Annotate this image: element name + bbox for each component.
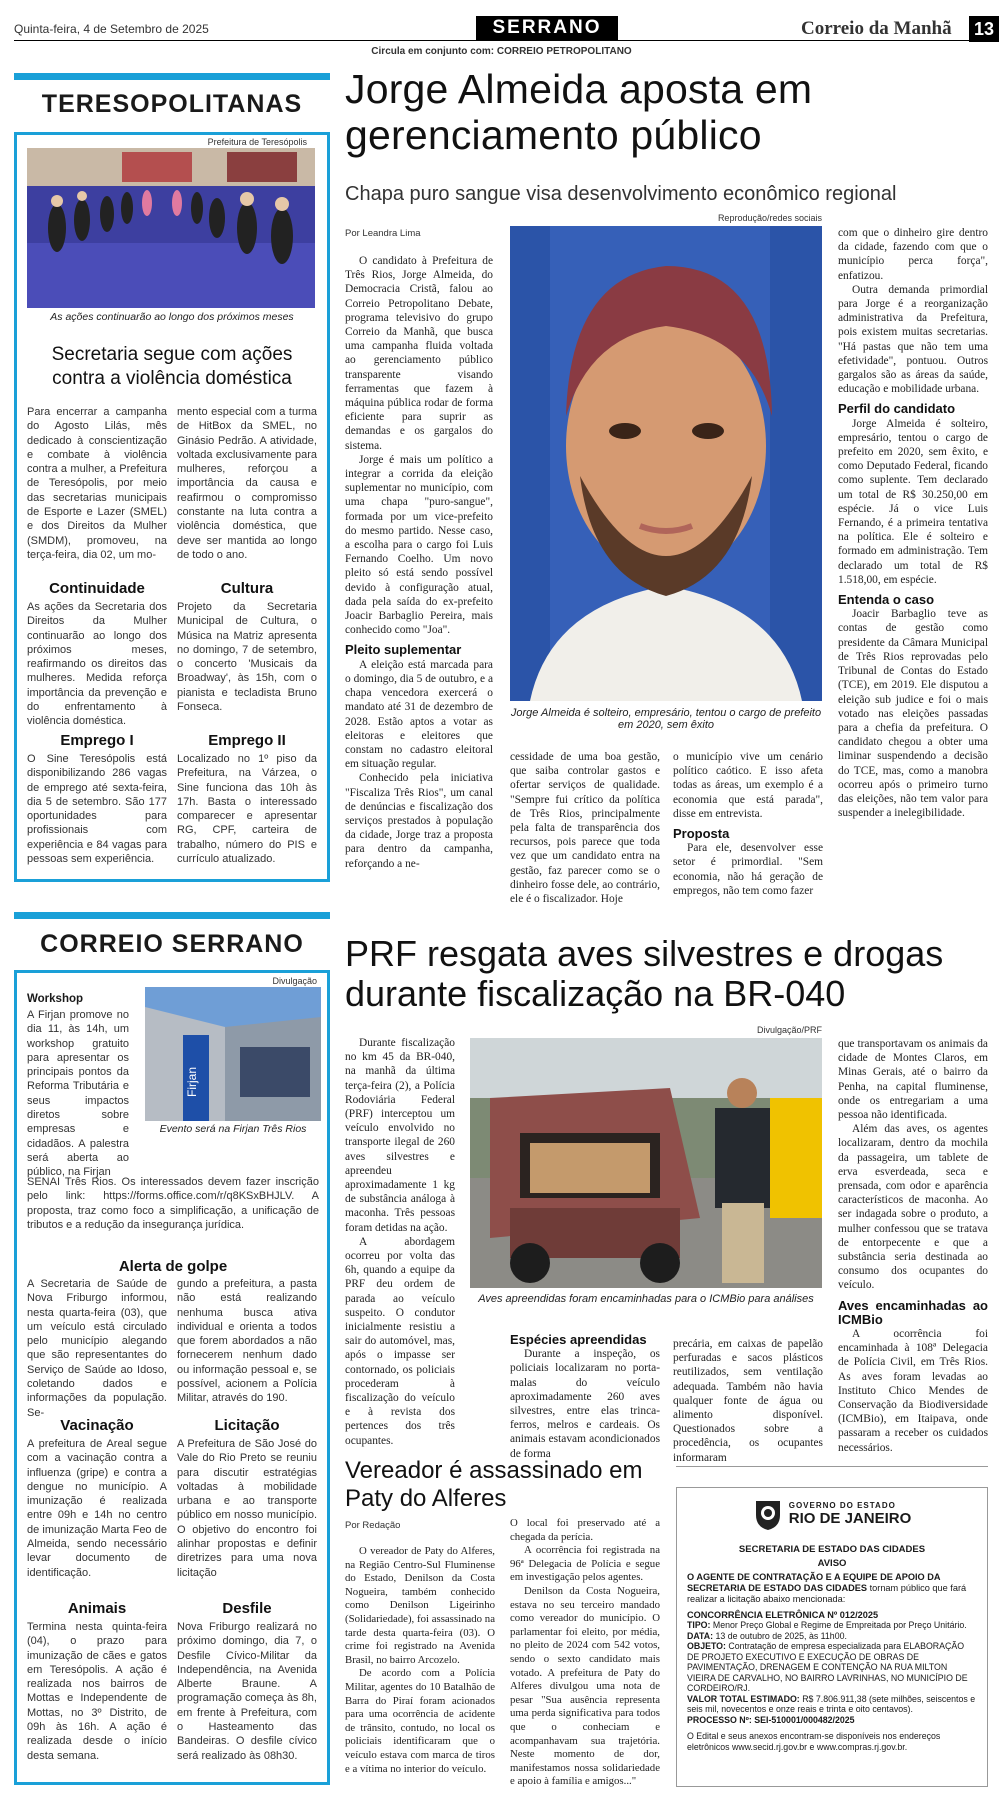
subhead: Perfil do candidato	[838, 401, 956, 417]
block-text: Projeto da Secretaria Municipal de Cultura, o Música na Matriz apresenta no domingo, 7 de setembro, o concerto 'Musicais da Broadway', às 15h, com o pianista e tecladista Bruno Fonseca.	[177, 601, 317, 714]
block-head: Cultura	[220, 580, 274, 597]
story1-subhead: Chapa puro sangue visa desenvolvimento econômico regional	[345, 183, 897, 205]
newspaper-logo: Correio da Manhã	[801, 18, 952, 39]
photo-credit: Divulgação	[272, 976, 317, 986]
subhead: Pleito suplementar	[345, 642, 462, 658]
subhead: Espécies apreendidas	[510, 1332, 647, 1347]
coat-of-arms-icon	[753, 1497, 783, 1531]
photo-credit: Prefeitura de Teresópolis	[207, 137, 307, 147]
sidebar-headline: Secretaria segue com ações contra a violência doméstica	[51, 344, 293, 389]
ad-footer: O Edital e seus anexos encontram-se disponíveis nos endereços eletrônicos www.secid.rj.gov.br e www.compras.rj.gov.br.	[687, 1731, 941, 1752]
teresopolitanas-title: TERESOPOLITANAS	[41, 90, 303, 118]
photo-caption: Jorge Almeida é solteiro, empresário, tentou o cargo de prefeito em 2020, sem êxito	[510, 707, 822, 731]
story3-col1: O vereador de Paty do Alferes, na Região Centro-Sul Fluminense do Estado, Denilson da Costa Nogueira, também conhecido como Denilson Ligeirinho (Solidariedade), foi assassinado na tarde desta quarta-feira (03). O crime foi registrado na Avenida Brasil, no bairro Arcozelo. De acordo com a Polícia Militar, agentes do 10 Batalhão de Barra do Piraí foram acionados para uma ocorrência de acidente de trânsito, contudo, no local os policiais identificaram que o veículo estava com marca de tiros e a vítima no interior do veículo.	[345, 1545, 495, 1775]
ad-separator	[676, 1466, 988, 1467]
block-head: Desfile	[222, 1600, 272, 1617]
ad-aviso: AVISO	[817, 1558, 847, 1569]
block-text: O Sine Teresópolis está disponibilizando 286 vagas de emprego até sexta-feira, dia 5 de setembro. São 177 oportunidades para profissionais com experiência e 84 vagas para pessoas sem experiência.	[27, 753, 167, 866]
block-head: Licitação	[214, 1417, 280, 1434]
ad-intro: O AGENTE DE CONTRATAÇÃO E A EQUIPE DE APOIO DA SECRETARIA DE ESTADO DAS CIDADES tornam público que fará realizar a licitação abaixo mencionada:	[687, 1572, 967, 1604]
story2-col3: precária, em caixas de papelão perfuradas e sacos plásticos reutilizados, sem ventilação adequada. Também não havia qualquer fonte de água ou alimento disponível. Questionados sobre a procedência, os ocupantes informaram	[673, 1338, 823, 1464]
story3-byline: Por Redação	[345, 1520, 401, 1531]
photo-caption: Evento será na Firjan Três Rios	[159, 1123, 307, 1135]
block-head: Continuidade	[49, 580, 145, 597]
block-text: Termina nesta quinta-feira (04), o prazo para imunização de cães e gatos em Teresópolis. A ação é realizada nos bairros de Mottas e Independente de Mottas, no 3º Distrito, de 09h às 16h. A ação é realizada desde o início desta semana.	[27, 1621, 167, 1762]
story3-col2: O local foi preservado até a chegada da perícia. A ocorrência foi registrada na 96ª Delegacia de Polícia e segue em investigação pelos agentes. Denilson da Costa Nogueira, estava no seu terceiro mandado como vereador do município. O parlamentar foi eleito, por média, no pleito de 2024 com 542 votos, sendo o sexto candidato mais votado. A prefeitura de Paty do Alferes divulgou uma nota de pesar "Sua ausência representa uma perda significativa para todos que o conheciam e acompanhavam sua trajetória. Neste momento de dor, manifestamos nossa solidariedade e apoio à família e amigos..."	[510, 1517, 660, 1788]
teresopolitanas-box	[14, 132, 330, 882]
prf-photo	[470, 1038, 822, 1288]
sidebar-top-bar	[14, 73, 330, 80]
story1-col2: cessidade de uma boa gestão, que saiba controlar gastos e ofertar serviços de qualidade. "Sempre fui crítico da política de Três Rios, principalmente pela falta de transparência dos recursos, pois parece que toda vez que um candidato entra na gestão, faz parecer como se o dinheiro fosse dele, ao contrário, ele é o fiscalizador. Hoje	[510, 751, 660, 906]
block-head: Vacinação	[60, 1417, 134, 1434]
ad-concorrencia: CONCORRÊNCIA ELETRÔNICA Nº 012/2025	[687, 1610, 879, 1620]
photo-caption: As ações continuarão ao longo dos próximos meses	[50, 311, 294, 323]
government-ad	[676, 1487, 988, 1787]
correio-serrano-title: CORREIO SERRANO	[40, 930, 304, 958]
subhead: Aves encaminhadas ao ICMBio	[838, 1297, 988, 1327]
block-text: A Prefeitura de São José do Vale do Rio Preto se reuniu para discutir estratégias voltadas à mobilidade urbana e ao transporte público em nosso município. O objetivo do encontro foi alinhar propostas e definir diretrizes para uma nova licitação	[177, 1438, 317, 1579]
story2-col4: que transportavam os animais da cidade de Montes Claros, em Minas Gerais, até o bairro da Penha, na capital fluminense, onde os entregariam a uma pessoa não identificada. Além das aves, os agentes localizaram, dentro da mochila da passageira, um tablete de erva esverdeada, seca e prensada, com odor e aparência característicos de maconha. Ao ser indagada sobre o produto, a mulher confessou que se tratava de entorpecente e que a substância seria destinada ao consumo dos ocupantes do veículo. Aves encaminhadas ao ICMBio A ocorrência foi encaminhada à 108ª Delegacia de Polícia Civil, em Três Rios. As aves foram levadas ao Instituto Chico Mendes de Conservação da Biodiversidade (ICMBio), em Itaipava, onde passaram a receber os cuidados necessários.	[838, 1038, 988, 1454]
masthead-rule	[14, 40, 989, 41]
sidebar-text: Para encerrar a campanha do Agosto Lilás, mês dedicado à conscientização e combate à violência contra a mulher, a Prefeitura de Teresópolis, por meio das secretarias municipais de Esporte e Lazer (SMEL) e dos Direitos da Mulher (SMDM), promoveu, na terça-feira, dia 02, um mo-	[27, 406, 167, 561]
gov-logo	[687, 1494, 977, 1534]
circulation-note: Circula em conjunto com: CORREIO PETROPOLITANO	[371, 46, 632, 57]
block-text: Nova Friburgo realizará no próximo domingo, dia 7, o Desfile Cívico-Militar da Independência, na Avenida Alberte Braune. A programação começa às 8h, em frente à Prefeitura, com o Hasteamento das Bandeiras. O desfile cívico será realizado às 08h30.	[177, 1621, 317, 1762]
ad-details: TIPO: Menor Preço Global e Regime de Empreitada por Preço Unitário. DATA: 13 de outubro de 2025, às 11h00. OBJETO: Contratação de empresa especializada para ELABORAÇÃO DE PROJETO EXECUTIVO E EXECUÇÃO DE OBRAS DE PAVIMENTAÇÃO, DRENAGEM E CONTENÇÃO NA RUA MILTON VIEIRA DE CARVALHO, NO BAIRRO LAVRINHAS, NO MUNICÍPIO DE CORDEIRO/RJ. VALOR TOTAL ESTIMADO: R$ 7.806.911,38 (sete milhões, seiscentos e seis mil, novecentos e onze reais e trinta e oito centavos). PROCESSO Nº: SEI-510001/000482/2025	[687, 1620, 976, 1725]
sidebar-top-bar	[14, 912, 330, 919]
block-text: As ações da Secretaria dos Direitos da Mulher continuarão ao longo dos próximos meses, reafirmando os direitos das mulheres. Medida reforça importância da prevenção e do enfrentamento à violência doméstica.	[27, 601, 167, 728]
candidate-photo	[510, 226, 822, 701]
story1-col1: O candidato à Prefeitura de Três Rios, Jorge Almeida, do Democracia Cristã, falou ao Correio Petropolitano Debate, programa televisivo do grupo Correio da Manhã, que busca uma campanha fluida voltada ao gerenciamento público transparente visando ferramentas que fazem à máquina pública rodar de forma eficiente para suprir as demandas e os gargalos do sistema. Jorge é mais um político a integrar a corrida da eleição suplementar no município, com uma chapa "puro-sangue", formada por um vice-prefeito do mesmo partido. Nesse caso, a escolha para o cargo foi Luis Fernando Coelho. Um novo pleito só está sendo possível devido à configuração atual, dada pela saída do ex-prefeito Joacir Barbaglio Pereira, mais conhecido como "Joa". Pleito suplementar A eleição está marcada para o domingo, dia 5 de outubro, e a chapa vencedora exercerá o mandato até 31 de dezembro de 2028. Estão aptos a votar as eleitoras e eleitores que constam no cadastro eleitoral em situação regular. Conhecido pela iniciativa "Fiscaliza Três Rios", um canal de denúncias e fiscalização dos serviços prestados à população da cidade, Jorge traz a proposta para dentro da campanha, reforçando a ne-	[345, 255, 493, 870]
block-text: Localizado no 1º piso da Prefeitura, na Várzea, o Sine funciona das 10h às 17h. Basta o interessado comparecer e apresentar RG, CPF, carteira de trabalho, número do PIS e currículo atualizado.	[177, 753, 317, 866]
page-number: 13	[969, 16, 999, 42]
story1-headline: Jorge Almeida aposta em gerenciamento público	[345, 66, 813, 158]
correio-serrano-box	[14, 970, 330, 1785]
story2-col1: Durante fiscalização no km 45 da BR-040, na manhã da última terça-feira (2), a Polícia Rodoviária Federal (PRF) interceptou um veículo envolvido no transporte ilegal de 260 aves silvestres e apreendeu aproximadamente 1 kg de substância análoga à maconha. Três pessoas foram detidas na ação. A abordagem ocorreu por volta das 6h, quando a equipe da PRF deu ordem de parada ao veículo suspeito. O condutor inicialmente resistiu a sair do automóvel, mas, após o impasse ser contornado, os policiais procederam à fiscalização do veículo e à revista dos pertences dos três ocupantes.	[345, 1037, 455, 1447]
story2-headline: PRF resgata aves silvestres e drogas durante fiscalização na BR-040	[345, 933, 944, 1014]
sidebar-text: mento especial com a turma de HitBox da SMEL, no Ginásio Pedrão. A atividade, voltada exclusivamente para mulheres, reforçou a importância da causa e reafirmou o compromisso constante na luta contra a violência doméstica, que deve ser mantida ao longo de todo o ano.	[177, 406, 317, 561]
workshop-head: Workshop	[27, 993, 84, 1005]
block-text: gundo a prefeitura, a pasta não está realizando nenhuma busca ativa individual e orienta a todos que forem abordados a não fornecerem nenhum dado ou informação pessoal e, se possível, acionem a Polícia Militar, através do 190.	[177, 1278, 317, 1405]
block-text: A prefeitura de Areal segue com a vacinação contra a influenza (gripe) e contra a dengue no município. A imunização é realizada entre 09h e 14h no centro de imunização Marta Feo de Almeida, sendo necessário levar documento de identificação.	[27, 1438, 167, 1579]
story1-col4: com que o dinheiro gire dentro da cidade, fazendo com que o município perca força", enfatizou. Outra demanda primordial para Jorge é a reorganização administrativa da Prefeitura, pois existem muitas secretarias. "Há pastas que não tem uma efetividade", pontuou. Outros gargalos são as áreas da saúde, educação e mobilidade urbana. Perfil do candidato Jorge Almeida é solteiro, empresário, tentou o cargo de prefeito em 2020, sem êxito, e como Deputado Federal, ficando como suplente. Tem declarado um total de R$ 30.250,00 em espécie. Já o vice Luis Fernando, é a primeira tentativa na política. Ele é solteiro e formado em administração. Tem declarado um total de R$ 1.518,00, em espécie. Entenda o caso Joacir Barbaglio teve as contas de gestão como presidente da Câmara Municipal de Três Rios reprovadas pelo Tribunal de Contas do Estado (TCE), em 2019. Ele disputou a eleição sub judice e foi o mais votado nas eleições passadas para a chefia da prefeitura. O candidato chegou a obter uma liminar suspendendo a decisão do TCE, mas, como a manobra ocorreu após o primeiro turno das eleições, não tem valor para suspender a inelegibilidade.	[838, 227, 988, 820]
ad-secretaria: SECRETARIA DE ESTADO DAS CIDADES	[738, 1544, 926, 1555]
masthead	[14, 16, 995, 42]
photo-caption: Aves apreendidas foram encaminhadas para o ICMBio para análises	[478, 1293, 814, 1305]
firjan-photo	[145, 987, 321, 1121]
block-head: Animais	[67, 1600, 127, 1617]
block-text: A Secretaria de Saúde de Nova Friburgo informou, nesta quarta-feira (03), que um veículo está circulado pelo município alegando que são representantes do Serviço de Saúde ao Idoso, coletando dados e informações da população. Se-	[27, 1278, 167, 1419]
block-head: Alerta de golpe	[118, 1258, 228, 1275]
section-name: SERRANO	[476, 16, 618, 40]
story1-byline: Por Leandra Lima	[345, 228, 421, 239]
photo-credit: Reprodução/redes sociais	[717, 213, 822, 223]
svg-text:Firjan: Firjan	[185, 1066, 199, 1097]
gym-photo	[27, 148, 315, 308]
gov-name: RIO DE JANEIRO	[788, 1510, 912, 1527]
subhead: Proposta	[673, 826, 730, 842]
workshop-text: A Firjan promove no dia 11, às 14h, um workshop gratuito para apresentar os principais pontos da Reforma Tributária e seus impactos diretos sobre empresas e cidadãos. A palestra será aberta ao público, na Firjan	[27, 1009, 129, 1179]
workshop-text-cont: SENAI Três Rios. Os interessados devem fazer inscrição pelo link: https://forms.office.com/r/q8KSxBHJLV. A proposta, traz como foco a simplificação, a unificação de tributos e a redução da insegurança jurídica.	[27, 1176, 319, 1231]
block-head: Emprego I	[60, 732, 134, 749]
photo-credit: Divulgação/PRF	[756, 1025, 822, 1035]
story2-col2: Espécies apreendidas Durante a inspeção, os policiais localizaram no porta-malas do veículo aproximadamente 260 aves silvestres, entre elas trinca-ferros, melros e cardeais. Os animais estavam acondicionados de forma	[510, 1332, 660, 1460]
issue-date: Quinta-feira, 4 de Setembro de 2025	[14, 22, 209, 36]
story1-col3: o município vive um cenário político caótico. E isso afeta todas as áreas, um exemplo é a economia que está parada", disse em entrevista. Proposta Para ele, desenvolver esse setor é primordial. "Sem economia, não há geração de empregos, não tem como fazer	[673, 751, 823, 897]
story3-headline: Vereador é assassinado em Paty do Alferes	[345, 1457, 643, 1512]
gov-top: GOVERNO DO ESTADO	[788, 1501, 896, 1510]
block-head: Emprego II	[208, 732, 286, 749]
subhead: Entenda o caso	[838, 592, 935, 608]
